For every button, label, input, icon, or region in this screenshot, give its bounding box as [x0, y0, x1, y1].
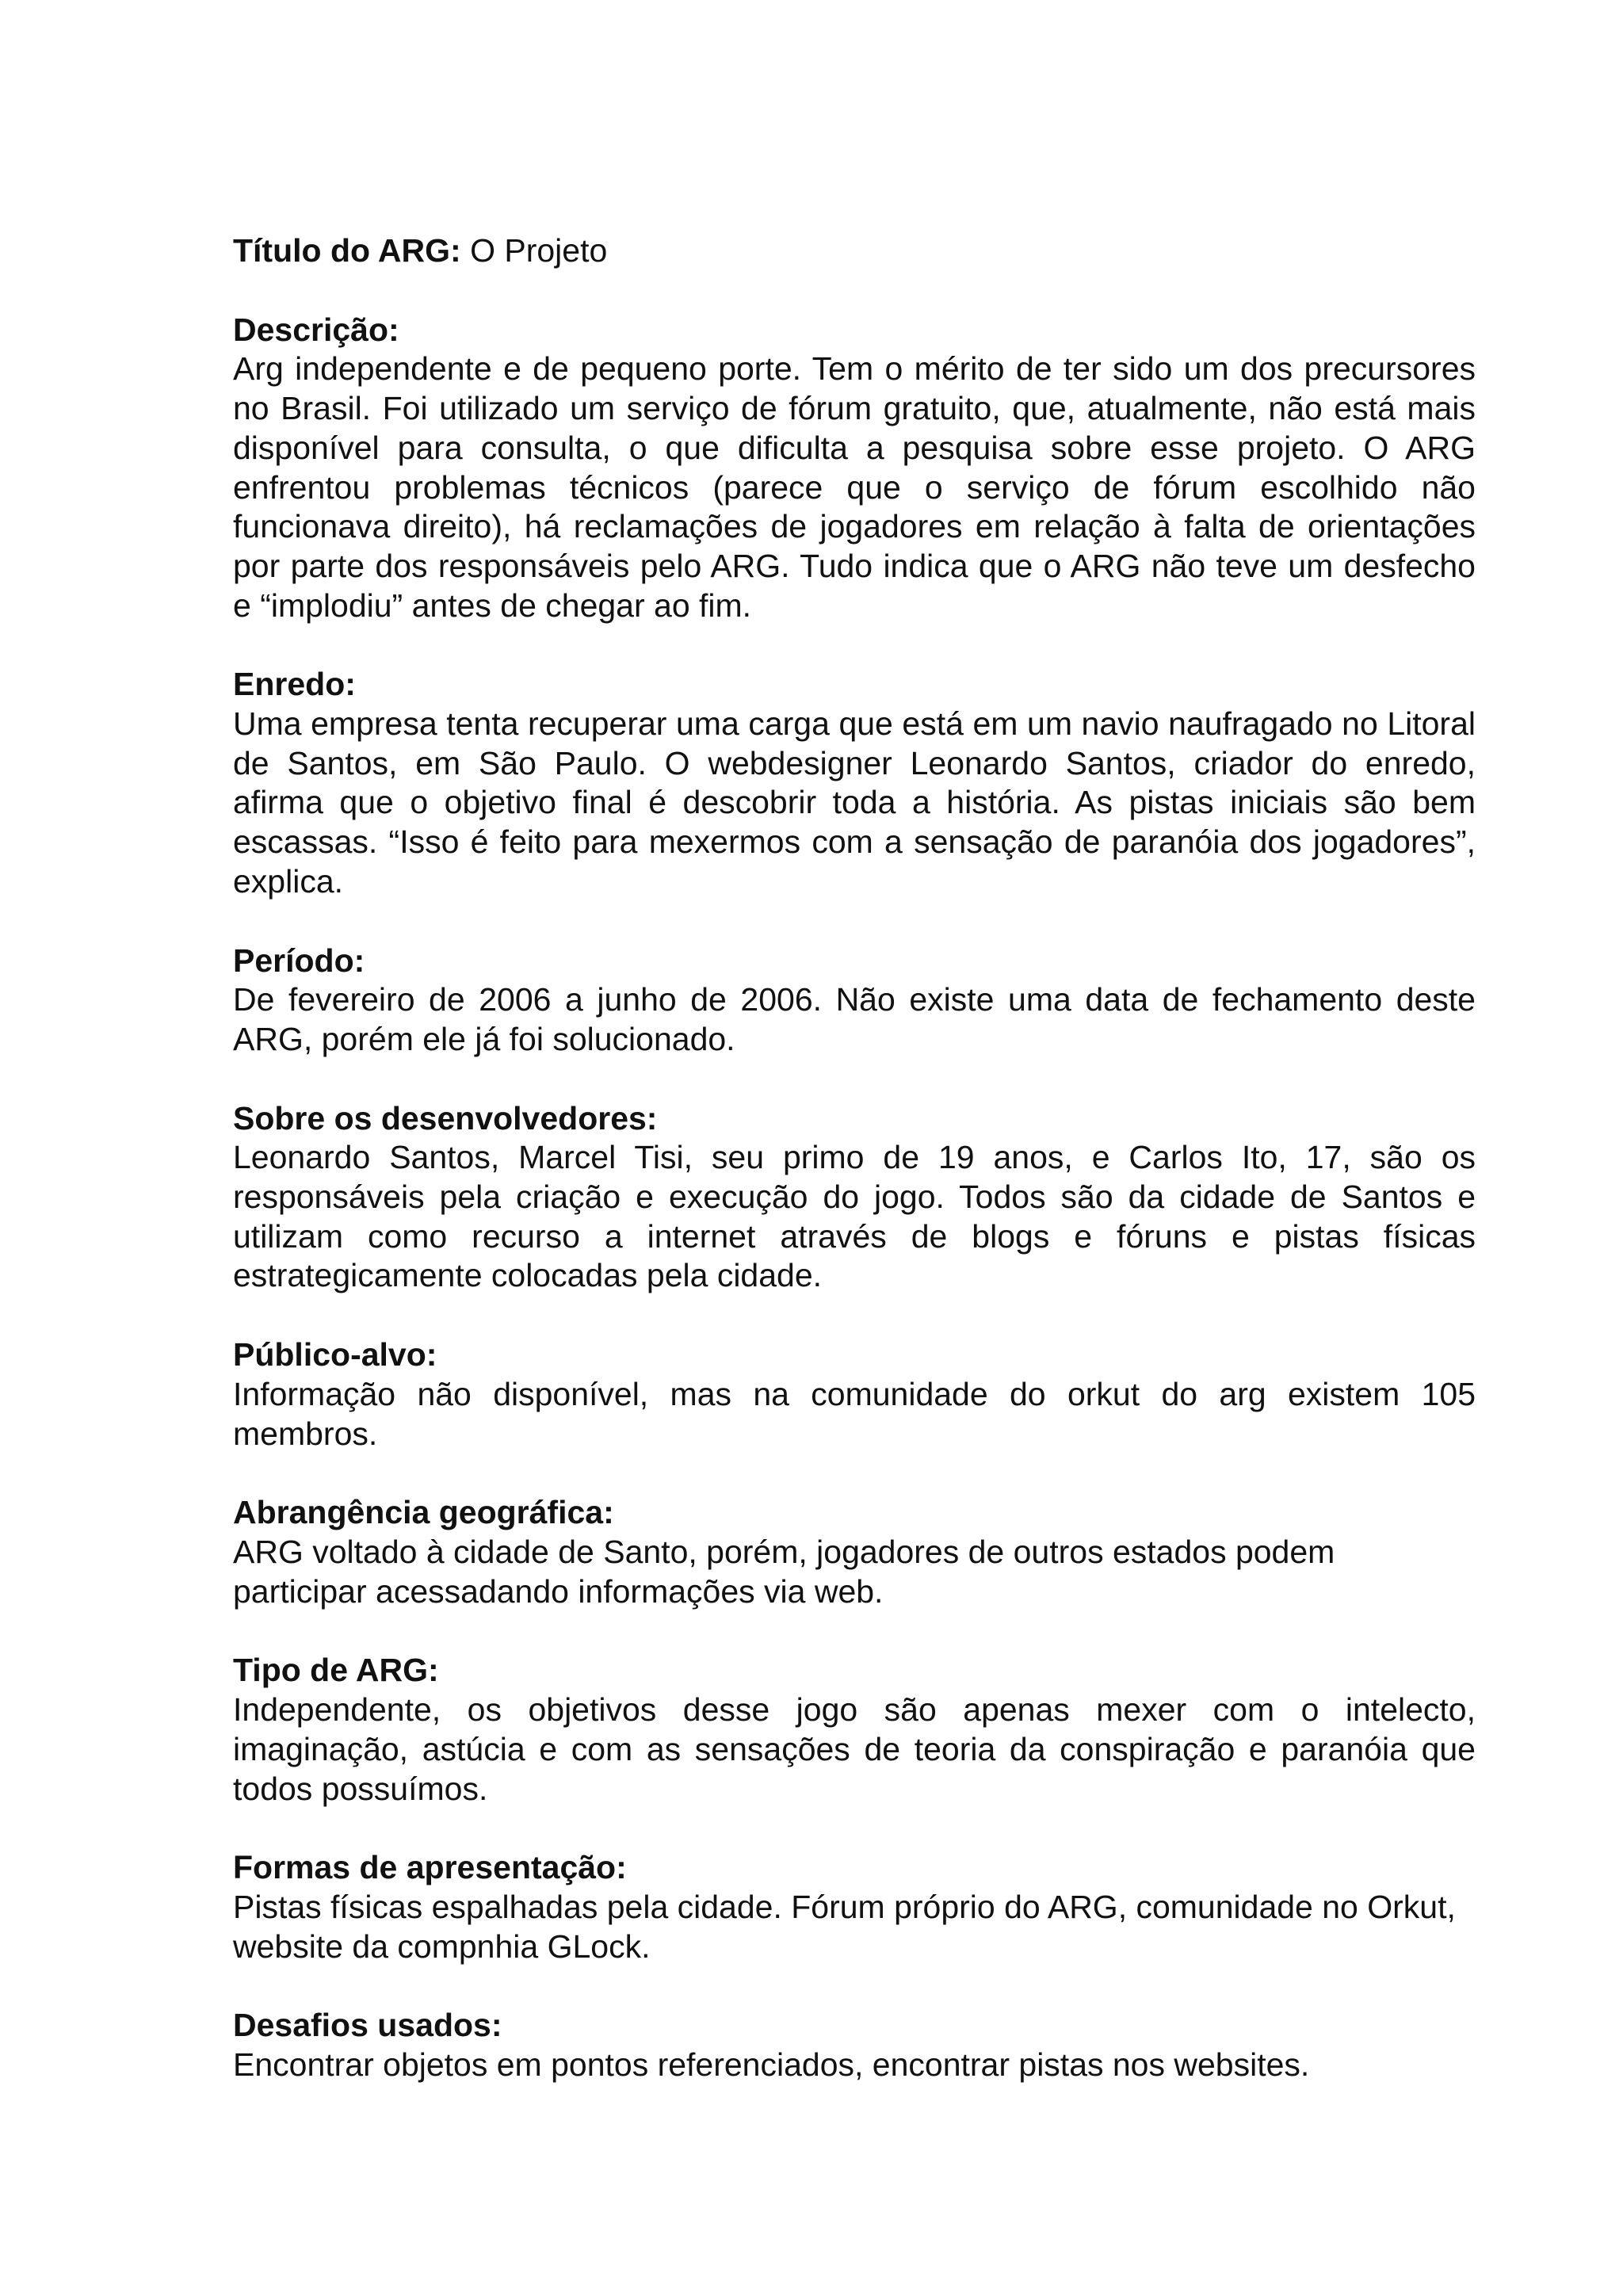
section-heading: Sobre os desenvolvedores: [233, 1099, 658, 1137]
section-body: Encontrar objetos em pontos referenciados, encontrar pistas nos websites. [233, 2046, 1310, 2084]
section-body: Informação não disponível, mas na comunidade do orkut do arg existem 105 membros. [233, 1375, 1476, 1452]
title-value: O Projeto [470, 232, 608, 269]
document-page [233, 231, 1476, 2125]
section-heading: Descrição: [233, 311, 399, 348]
document-title [233, 231, 1476, 271]
section-heading: Enredo: [233, 666, 356, 703]
section-heading: Período: [233, 942, 365, 979]
section-tipo [233, 1651, 1476, 1809]
section-body: Pistas físicas espalhadas pela cidade. Fórum próprio do ARG, comunidade no Orkut, website da compnhia GLock. [233, 1888, 1456, 1965]
section-heading: Público-alvo: [233, 1336, 437, 1373]
section-heading: Desafios usados: [233, 2007, 502, 2044]
section-body: De fevereiro de 2006 a junho de 2006. Não existe uma data de fechamento deste ARG, porém ele já foi solucionado. [233, 981, 1476, 1057]
section-body: Arg independente e de pequeno porte. Tem o mérito de ter sido um dos precursores no Brasil. Foi utilizado um serviço de fórum gratuito, que, atualmente, não está mais disponível para consulta, o que dificulta a pesquisa sobre esse projeto. O ARG enfrentou problemas técnicos (parece que o serviço de fórum escolhido não funcionava direito), há reclamações de jogadores em relação à falta de orientações por parte dos responsáveis pelo ARG. Tudo indica que o ARG não teve um desfecho e “implodiu” antes de chegar ao fim. [233, 350, 1476, 624]
section-body: Uma empresa tenta recuperar uma carga que está em um navio naufragado no Litoral de Santos, em São Paulo. O webdesigner Leonardo Santos, criador do enredo, afirma que o objetivo final é descobrir toda a história. As pistas iniciais são bem escassas. “Isso é feito para mexermos com a sensação de paranóia dos jogadores”, explica. [233, 705, 1476, 900]
section-desafios [233, 2006, 1476, 2084]
title-label: Título do ARG: [233, 232, 461, 269]
section-body: ARG voltado à cidade de Santo, porém, jogadores de outros estados podem participar acessadando informações via web. [233, 1533, 1335, 1610]
section-desenvolvedores [233, 1099, 1476, 1297]
section-periodo [233, 942, 1476, 1060]
section-descricao [233, 311, 1476, 626]
section-heading: Tipo de ARG: [233, 1652, 439, 1689]
section-body: Independente, os objetivos desse jogo são apenas mexer com o intelecto, imaginação, astúcia e com as sensações de teoria da conspiração e paranóia que todos possuímos. [233, 1691, 1476, 1807]
section-abrangencia [233, 1493, 1476, 1611]
section-heading: Formas de apresentação: [233, 1849, 627, 1886]
section-publico-alvo [233, 1335, 1476, 1454]
section-body: Leonardo Santos, Marcel Tisi, seu primo de 19 anos, e Carlos Ito, 17, são os responsáveis pela criação e execução do jogo. Todos são da cidade de Santos e utilizam como recurso a internet através de blogs e fóruns e pistas físicas estrategicamente colocadas pela cidade. [233, 1139, 1476, 1294]
section-formas [233, 1848, 1476, 1966]
section-enredo [233, 665, 1476, 901]
section-heading: Abrangência geográfica: [233, 1494, 614, 1531]
